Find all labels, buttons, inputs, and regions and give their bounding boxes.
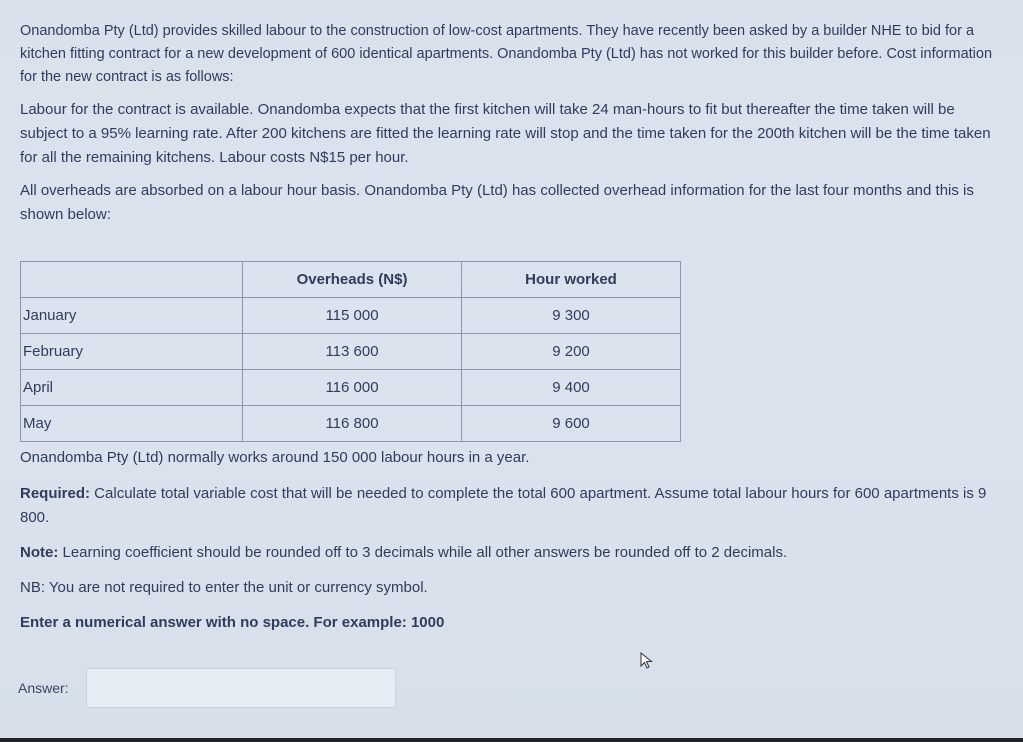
answer-label: Answer: xyxy=(18,680,69,696)
intro-paragraph-1: Onandomba Pty (Ltd) provides skilled labour to the construction of low-cost apartments. They have recently been asked by a builder NHE to bid for a kitchen fitting contract for a new development of 600 identical apartments. Onandomba Pty (Ltd) has not worked for this builder before. Cost information for the new contract is as follows: xyxy=(20,23,993,85)
table-cell-month: April xyxy=(21,370,243,406)
table-cell-overheads: 116 800 xyxy=(243,406,462,442)
table-cell-hours: 9 200 xyxy=(462,334,681,370)
table-cell-hours: 9 400 xyxy=(462,370,681,406)
intro-paragraph-3: All overheads are absorbed on a labour hour basis. Onandomba Pty (Ltd) has collected overhead information for the last four months and this is shown below: xyxy=(20,182,974,223)
table-cell-overheads: 113 600 xyxy=(243,334,462,370)
answer-input[interactable] xyxy=(86,668,396,708)
table-row xyxy=(21,370,681,406)
note-body: Learning coefficient should be rounded off to 3 decimals while all other answers be rounded off to 2 decimals. xyxy=(58,544,788,561)
table-row xyxy=(21,298,681,334)
table-row xyxy=(21,334,681,370)
table-cell-month: January xyxy=(21,298,243,334)
normal-hours-text: Onandomba Pty (Ltd) normally works around 150 000 labour hours in a year. xyxy=(20,449,530,466)
table-header-overheads: Overheads (N$) xyxy=(243,262,462,298)
screen-bezel xyxy=(0,738,1023,742)
table-cell-hours: 9 600 xyxy=(462,406,681,442)
question-text xyxy=(20,20,1005,236)
intro-paragraph-2: Labour for the contract is available. Onandomba expects that the first kitchen will take 24 man-hours to fit but thereafter the time taken will be subject to a 95% learning rate. After 200 kitchens are fitted the learning rate will stop and the time taken for the 200th kitchen will be the time taken for all the remaining kitchens. Labour costs N$15 per hour. xyxy=(20,101,991,166)
note-label: Note: xyxy=(20,544,59,561)
required-label: Required: xyxy=(20,485,91,502)
required-body: Calculate total variable cost that will be needed to complete the total 600 apartment. Assume total labour hours for 600 apartments is 9 800. xyxy=(20,485,987,526)
table-cell-overheads: 116 000 xyxy=(243,370,462,406)
mouse-pointer-icon xyxy=(640,652,654,675)
table-row xyxy=(21,406,681,442)
instructions-block xyxy=(20,446,1005,646)
table-cell-hours: 9 300 xyxy=(462,298,681,334)
nb-text: NB: You are not required to enter the unit or currency symbol. xyxy=(20,579,428,596)
enter-instruction: Enter a numerical answer with no space. For example: 1000 xyxy=(20,614,445,631)
answer-row xyxy=(18,668,396,708)
table-header-row xyxy=(21,262,681,298)
table-cell-overheads: 115 000 xyxy=(243,298,462,334)
note-text xyxy=(20,541,1005,565)
table-header-hours: Hour worked xyxy=(462,262,681,298)
required-text xyxy=(20,482,1005,530)
overheads-table xyxy=(20,261,681,442)
table-header-month xyxy=(21,262,243,298)
table-cell-month: February xyxy=(21,334,243,370)
table-cell-month: May xyxy=(21,406,243,442)
overheads-table-wrapper xyxy=(20,261,681,442)
